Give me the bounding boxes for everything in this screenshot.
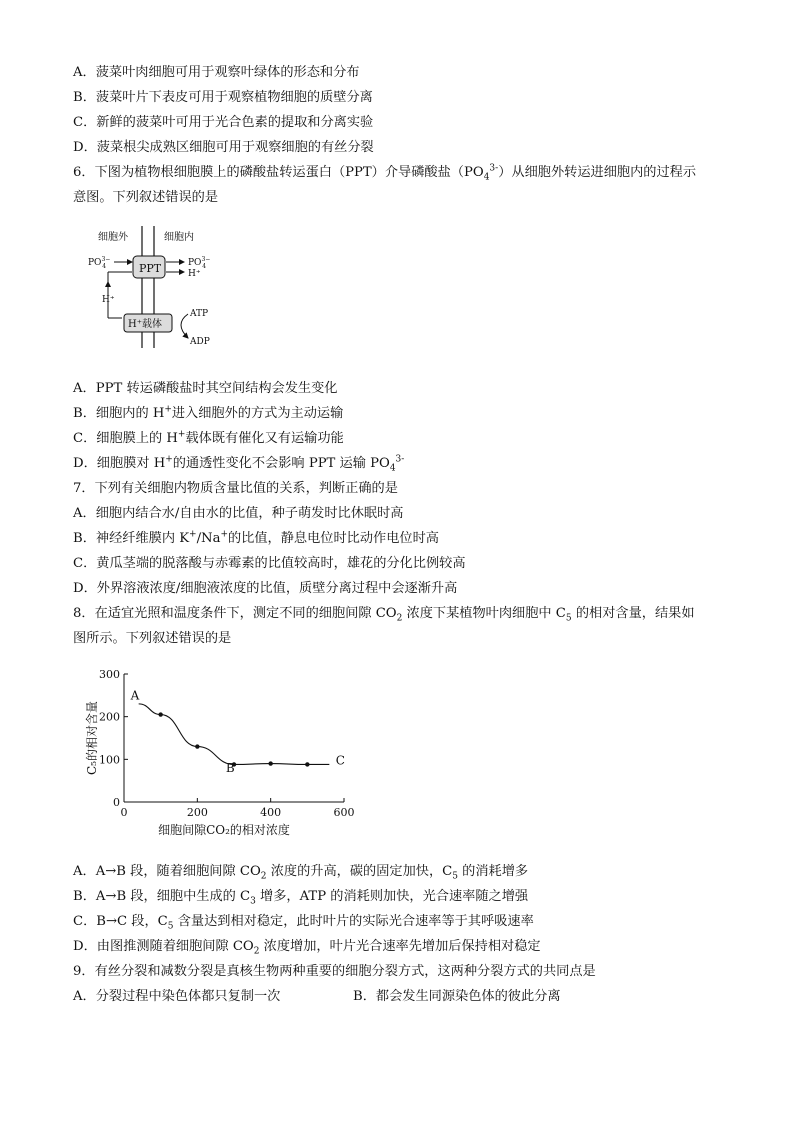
point-label-a: A: [130, 688, 140, 703]
y-tick-label: 200: [99, 710, 120, 724]
c5-chart: [80, 662, 370, 842]
x-tick-label: 600: [333, 806, 355, 819]
q6-option-a: A．PPT 转运磷酸盐时其空间结构会发生变化: [73, 381, 338, 396]
x-tick-label: 0: [120, 806, 128, 819]
q8-stem-line2: 图所示。下列叙述错误的是: [73, 631, 232, 646]
series-line: [139, 704, 330, 765]
y-tick-label: 100: [99, 753, 120, 767]
q7-option-c: C．黄瓜茎端的脱落酸与赤霉素的比值较高时，雄花的分化比例较高: [73, 556, 466, 571]
q6-stem-line2: 意图。下列叙述错误的是: [73, 190, 219, 205]
adp-label: ADP: [190, 337, 210, 347]
point-label-b: B: [225, 761, 235, 776]
outside-label: 细胞外: [98, 232, 128, 243]
q5-option-b: B．菠菜叶片下表皮可用于观察植物细胞的质壁分离: [73, 90, 373, 105]
x-tick-label: 200: [186, 806, 208, 819]
x-axis-label: 细胞间隙CO₂的相对浓度: [158, 823, 290, 837]
q9-option-b: B．都会发生同源染色体的彼此分离: [353, 989, 561, 1004]
h-inside-label: H⁺: [188, 269, 201, 279]
q6-option-d: D．细胞膜对 H+的通透性变化不会影响 PPT 运输 $PO_4^{3-}$: [73, 454, 405, 474]
q8-option-b: B．A→B 段，细胞中生成的 $C_3$ 增多，ATP 的消耗则加快，光合速率随之增强: [73, 889, 529, 907]
ppt-label: PPT: [139, 262, 162, 275]
data-point: [305, 762, 309, 766]
data-point: [158, 712, 162, 716]
po4-outside: $PO^{3-}$ 4: [88, 256, 111, 270]
q9-option-a: A．分裂过程中染色体都只复制一次: [73, 989, 281, 1004]
q7-option-b: B．神经纤维膜内 K+/Na+的比值，静息电位时比动作电位时高: [73, 529, 439, 546]
x-tick-label: 400: [260, 806, 282, 819]
q7-option-a: A．细胞内结合水/自由水的比值，种子萌发时比休眠时高: [73, 506, 404, 521]
point-label-c: C: [335, 753, 345, 768]
y-axis-label: C₅的相对含量: [85, 701, 99, 775]
q5-option-a: A．菠菜叶肉细胞可用于观察叶绿体的形态和分布: [73, 65, 360, 80]
q7-option-d: D．外界溶液浓度/细胞液浓度的比值，质壁分离过程中会逐渐升高: [73, 581, 458, 596]
ppt-transport-diagram: [80, 222, 230, 352]
q8-option-a: A．A→B 段，随着细胞间隙 $CO_2$ 浓度的升高，碳的固定加快，$C_5$ 的消耗增多: [73, 864, 529, 882]
q8-stem-line1: 8．在适宜光照和温度条件下，测定不同的细胞间隙 $CO_2$ 浓度下某植物叶肉细胞中 $C_5$ 的相对含量，结果如: [73, 606, 695, 624]
inside-label: 细胞内: [164, 232, 194, 243]
h-outside-label: H⁺: [102, 295, 115, 305]
q8-option-d: D．由图推测随着细胞间隙 $CO_2$ 浓度增加，叶片光合速率先增加后保持相对稳定: [73, 939, 541, 957]
y-tick-label: 300: [99, 668, 120, 681]
q7-stem: 7．下列有关细胞内物质含量比值的关系，判断正确的是: [73, 481, 398, 496]
q8-option-c: C．B→C 段，$C_5$ 含量达到相对稳定，此时叶片的实际光合速率等于其呼吸速率: [73, 914, 534, 932]
data-point: [268, 761, 272, 765]
q6-option-b: B．细胞内的 H+进入细胞外的方式为主动运输: [73, 404, 344, 421]
atp-label: ATP: [190, 309, 209, 319]
atp-adp-arrow: [181, 314, 188, 338]
po4-inside: $PO^{3-}$ 4: [188, 256, 211, 270]
q5-option-d: D．菠菜根尖成熟区细胞可用于观察细胞的有丝分裂: [73, 140, 374, 155]
q5-option-c: C．新鲜的菠菜叶可用于光合色素的提取和分离实验: [73, 115, 374, 130]
q6-stem-line1: 6．下图为植物根细胞膜上的磷酸盐转运蛋白（PPT）介导磷酸盐$(PO_4^{3-})$从细胞外转运进细胞内的过程示: [73, 163, 697, 183]
q9-stem: 9．有丝分裂和减数分裂是真核生物两种重要的细胞分裂方式，这两种分裂方式的共同点是: [73, 964, 596, 979]
q6-option-c: C．细胞膜上的 H+载体既有催化又有运输功能: [73, 429, 344, 446]
h-carrier-label: H⁺载体: [128, 319, 162, 330]
y-tick-label: 0: [113, 796, 120, 809]
data-point: [195, 744, 199, 748]
